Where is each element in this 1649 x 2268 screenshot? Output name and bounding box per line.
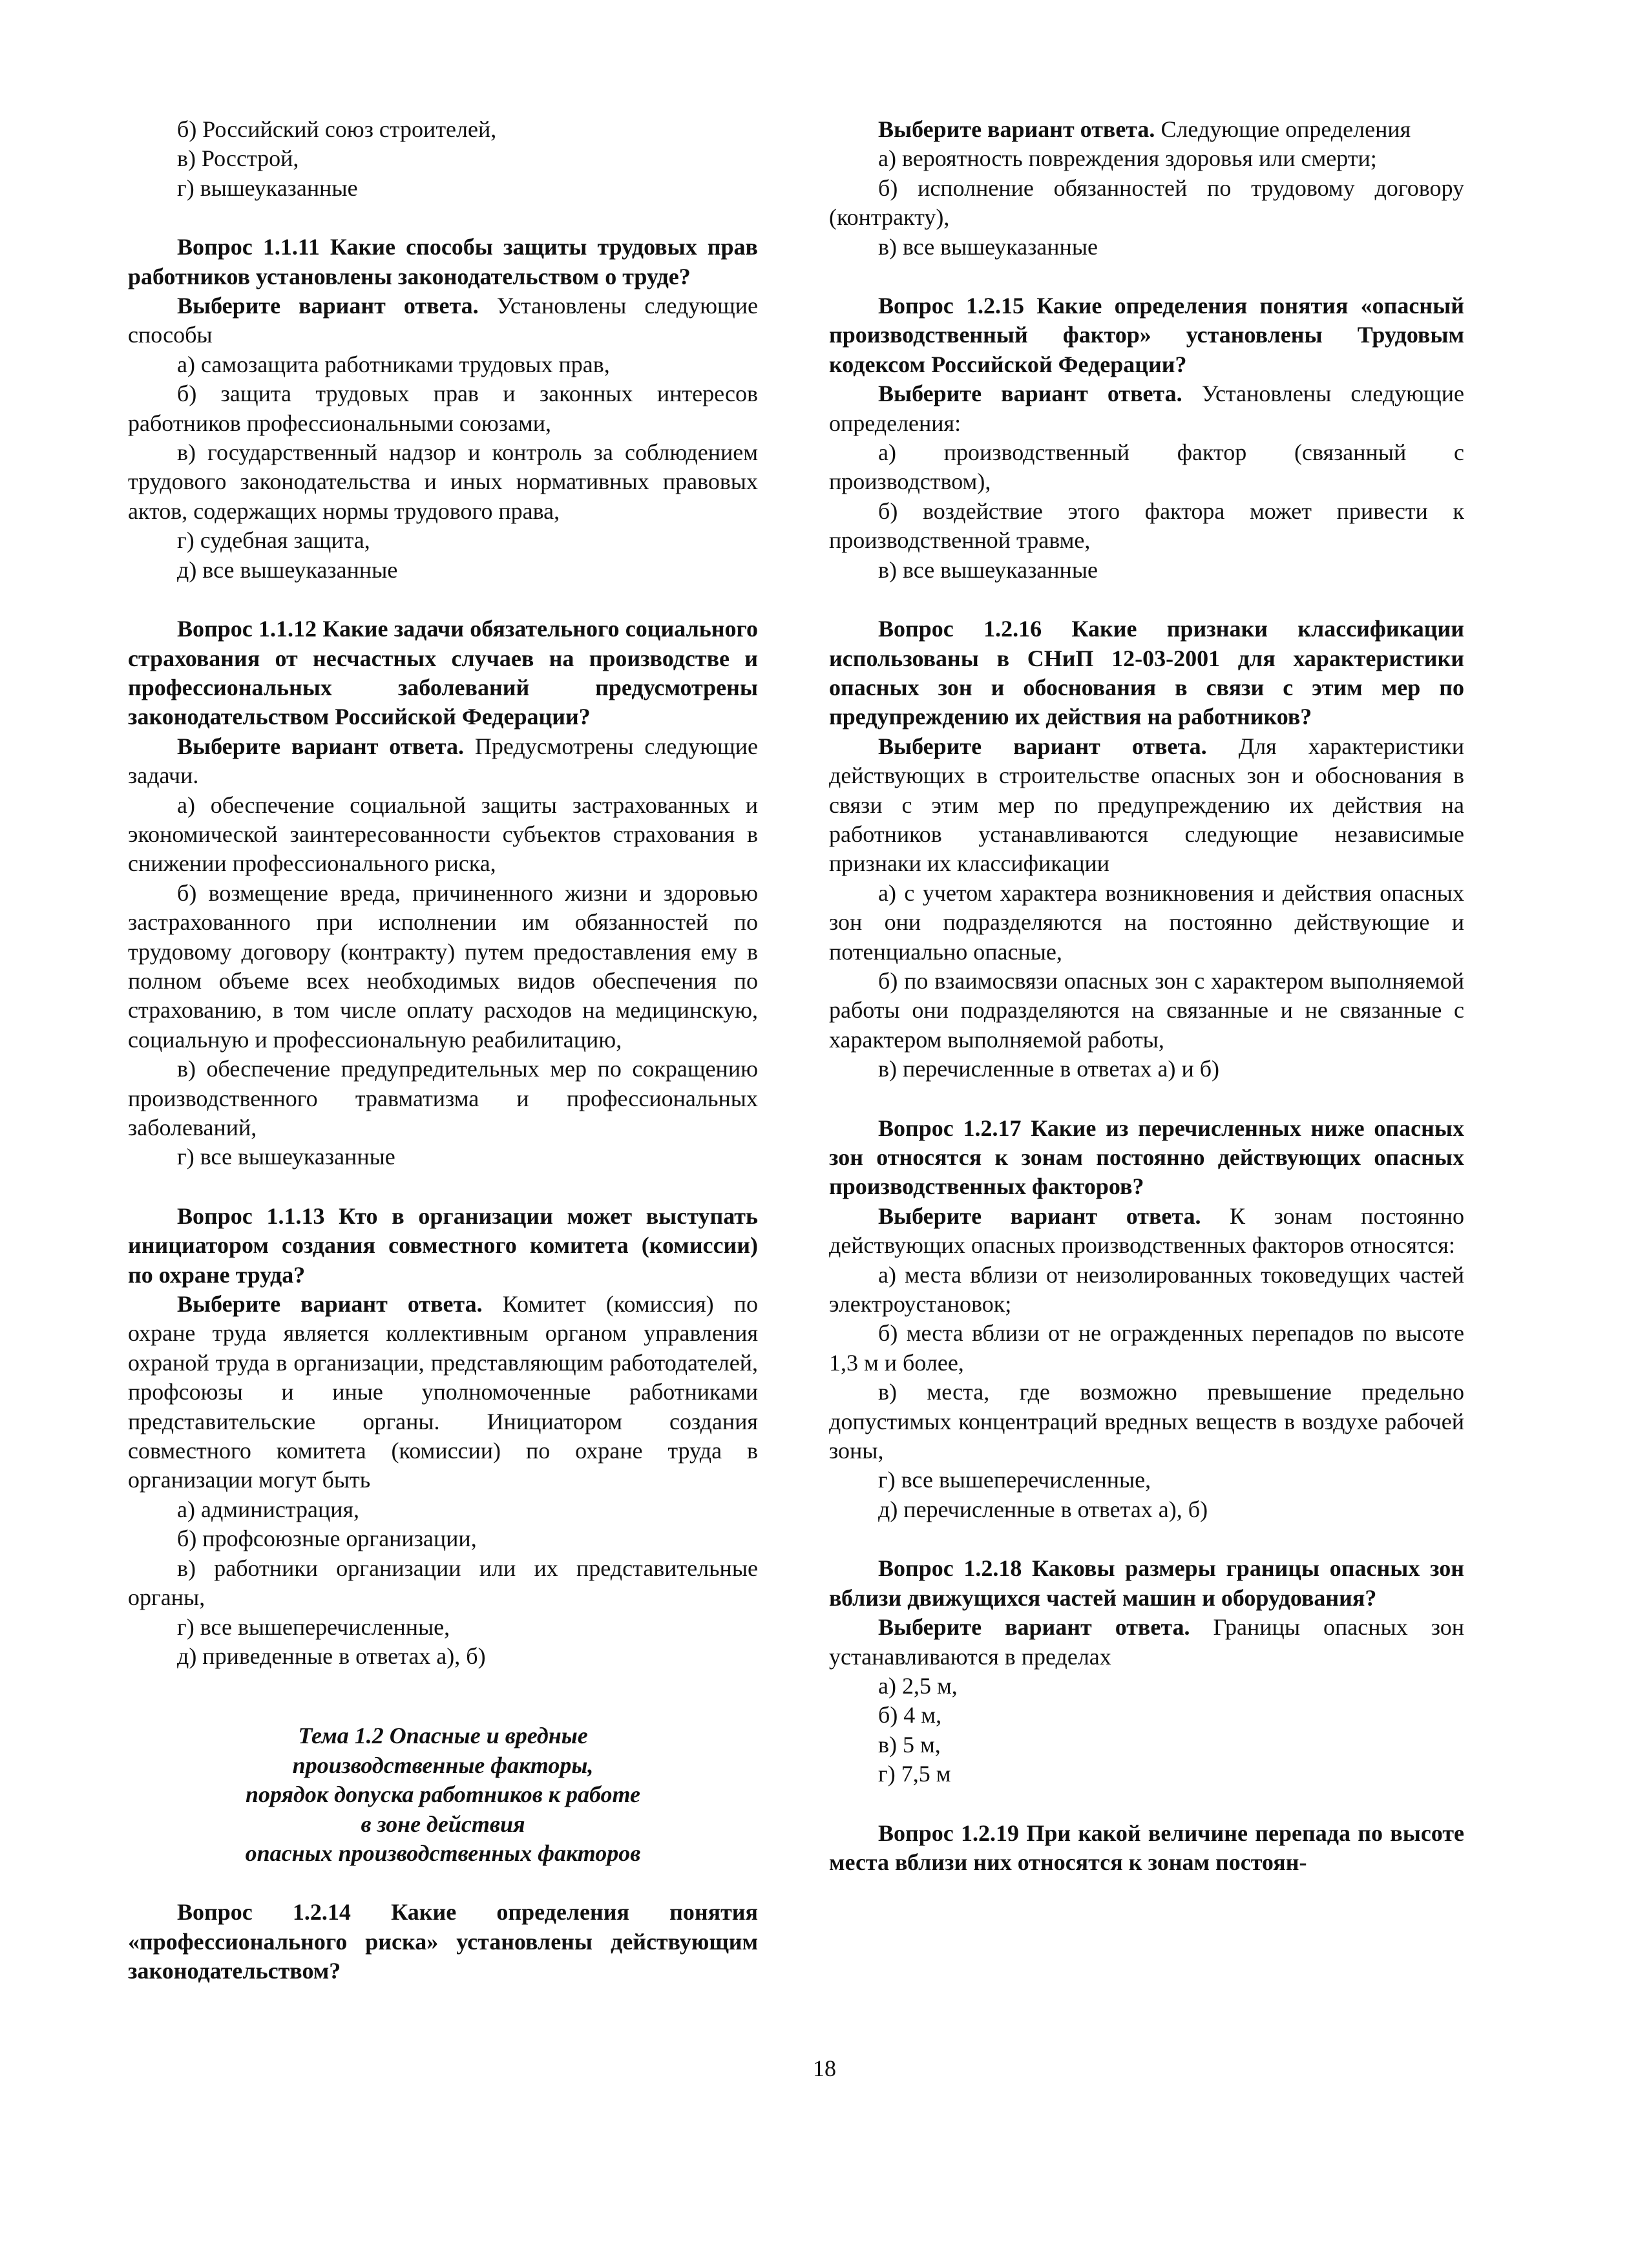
answer-option: а) с учетом характера возникновения и действия опасных зон они подразделяются на постоянно действующие и потенциально опасные, bbox=[829, 879, 1464, 965]
answer-option: а) администрация, bbox=[177, 1496, 360, 1522]
question-heading: Вопрос 1.2.15 Какие определения понятия «опасный производственный фактор» установлены Трудовым кодексом Российской Федерации? bbox=[829, 293, 1464, 377]
answer-intro-text: Границы опасных зон устанавливаются в пределах bbox=[829, 1614, 1464, 1670]
answer-option: в) перечисленные в ответах а) и б) bbox=[878, 1056, 1220, 1082]
answer-option: а) вероятность повреждения здоровья или смерти; bbox=[878, 145, 1377, 172]
answer-option: г) все вышеуказанные bbox=[177, 1144, 395, 1170]
answer-option: б) возмещение вреда, причиненного жизни и здоровью застрахованного при исполнении им обязанностей по трудовому договору (контракту) путем предоставления ему в полном объеме всех необходимых видов обеспечения по страхованию, в том числе оплату расходов на медицинскую, социальную и профессиональную реабилитацию, bbox=[128, 879, 758, 1053]
answer-option: д) перечисленные в ответах а), б) bbox=[878, 1496, 1208, 1522]
answer-intro bbox=[829, 115, 1464, 144]
answer-option: б) по взаимосвязи опасных зон с характером выполняемой работы они подразделяются на связанные и не связанные с характером выполняемой работы, bbox=[829, 967, 1464, 1053]
answer-option: а) производственный фактор (связанный с производством), bbox=[829, 439, 1464, 495]
answer-lead: Выберите вариант ответа. bbox=[177, 293, 479, 319]
answer-intro bbox=[128, 732, 758, 791]
answer-option: б) воздействие этого фактора может привести к производственной травме, bbox=[829, 498, 1464, 554]
answer-option: д) все вышеуказанные bbox=[177, 556, 398, 583]
question-heading: Вопрос 1.2.19 При какой величине перепада по высоте места вблизи них относятся к зонам постоян- bbox=[829, 1820, 1464, 1875]
answer-lead: Выберите вариант ответа. bbox=[177, 733, 465, 759]
answer-option: б) Российский союз строителей, bbox=[177, 116, 497, 142]
answer-intro-text: Установлены следующие определения: bbox=[829, 381, 1464, 436]
answer-intro bbox=[128, 291, 758, 350]
answer-intro-text: Следующие определения bbox=[1155, 116, 1411, 142]
page-number: 18 bbox=[813, 2055, 836, 2081]
answer-option: а) самозащита работниками трудовых прав, bbox=[177, 351, 610, 377]
topic-heading-line: Тема 1.2 Опасные и вредные bbox=[298, 1723, 588, 1749]
answer-option: б) места вблизи от не огражденных перепадов по высоте 1,3 м и более, bbox=[829, 1320, 1464, 1376]
answer-intro bbox=[829, 1202, 1464, 1261]
question-heading: Вопрос 1.1.13 Кто в организации может выступать инициатором создания совместного комитета (комиссии) по охране труда? bbox=[128, 1202, 758, 1288]
question-heading: Вопрос 1.1.11 Какие способы защиты трудовых прав работников установлены законодательством о труде? bbox=[128, 234, 758, 289]
answer-option: в) обеспечение предупредительных мер по сокращению производственного травматизма и профессиональных заболеваний, bbox=[128, 1056, 758, 1140]
topic-heading-line: опасных производственных факторов bbox=[245, 1840, 641, 1866]
answer-option: г) судебная защита, bbox=[177, 527, 370, 554]
answer-intro bbox=[829, 732, 1464, 879]
answer-intro-text: Установлены следующие способы bbox=[128, 293, 758, 348]
question-heading: Вопрос 1.2.16 Какие признаки классификации использованы в СНиП 12-03-2001 для характеристики опасных зон и обоснования в связи с этим мер по предупреждению их действия на работников? bbox=[829, 616, 1464, 730]
topic-heading-line: порядок допуска работников к работе bbox=[245, 1781, 641, 1808]
answer-lead: Выберите вариант ответа. bbox=[878, 116, 1155, 142]
right-column bbox=[829, 115, 1464, 1877]
answer-option: а) места вблизи от неизолированных токоведущих частей электроустановок; bbox=[829, 1261, 1464, 1318]
answer-option: в) работники организации или их представительные органы, bbox=[128, 1555, 758, 1611]
answer-option: б) профсоюзные организации, bbox=[177, 1526, 477, 1552]
answer-option: а) обеспечение социальной защиты застрахованных и экономической заинтересованности субъектов страхования в снижении профессионального риска, bbox=[128, 792, 758, 877]
question-heading: Вопрос 1.1.12 Какие задачи обязательного социального страхования от несчастных случаев на производстве и профессиональных заболеваний предусмотрены законодательством Российской Федерации? bbox=[128, 616, 758, 730]
answer-intro-text: К зонам постоянно действующих опасных производственных факторов относятся: bbox=[829, 1202, 1464, 1259]
answer-option: в) все вышеуказанные bbox=[878, 556, 1098, 583]
question-heading: Вопрос 1.2.17 Какие из перечисленных ниже опасных зон относятся к зонам постоянно действующих опасных производственных факторов? bbox=[829, 1115, 1464, 1200]
answer-option: в) государственный надзор и контроль за соблюдением трудового законодательства и иных нормативных правовых актов, содержащих нормы трудового права, bbox=[128, 439, 758, 524]
topic-heading-line: производственные факторы, bbox=[292, 1752, 594, 1778]
answer-lead: Выберите вариант ответа. bbox=[878, 381, 1182, 407]
answer-option: г) вышеуказанные bbox=[177, 174, 358, 201]
answer-option: б) защита трудовых прав и законных интересов работников профессиональными союзами, bbox=[128, 381, 758, 436]
question-heading: Вопрос 1.2.18 Каковы размеры границы опасных зон вблизи движущихся частей машин и оборудования? bbox=[829, 1555, 1464, 1611]
answer-lead: Выберите вариант ответа. bbox=[878, 733, 1207, 759]
topic-heading bbox=[128, 1721, 758, 1868]
answer-intro bbox=[128, 1290, 758, 1495]
answer-intro-text: Предусмотрены следующие задачи. bbox=[128, 733, 758, 789]
answer-intro-text: Комитет (комиссия) по охране труда является коллективным органом управления охраной труда в организации, представляющим работодателей, профсоюзы и иные уполномоченные работниками представительские органы. Инициатором создания совместного комитета (комиссии) по охране труда в организации могут быть bbox=[128, 1291, 759, 1493]
answer-lead: Выберите вариант ответа. bbox=[878, 1614, 1190, 1641]
answer-lead: Выберите вариант ответа. bbox=[177, 1291, 483, 1318]
answer-option: г) все вышеперечисленные, bbox=[878, 1467, 1151, 1493]
answer-option: б) исполнение обязанностей по трудовому договору (контракту), bbox=[829, 174, 1464, 231]
answer-option: в) 5 м, bbox=[878, 1731, 941, 1758]
answer-intro-text: Для характеристики действующих в строительстве опасных зон и обоснования в связи с этим мер по предупреждению их действия на работников устанавливаются следующие независимые признаки их классификации bbox=[829, 733, 1464, 877]
answer-intro bbox=[829, 379, 1464, 438]
left-column bbox=[128, 115, 758, 1986]
question-heading: Вопрос 1.2.14 Какие определения понятия «профессионального риска» установлены действующим законодательством? bbox=[128, 1899, 758, 1984]
answer-option: а) 2,5 м, bbox=[878, 1672, 958, 1699]
answer-option: г) все вышеперечисленные, bbox=[177, 1613, 450, 1640]
answer-option: в) места, где возможно превышение предельно допустимых концентраций вредных веществ в воздухе рабочей зоны, bbox=[829, 1379, 1464, 1464]
answer-option: в) Росстрой, bbox=[177, 145, 299, 172]
answer-lead: Выберите вариант ответа. bbox=[878, 1202, 1201, 1229]
answer-option: д) приведенные в ответах а), б) bbox=[177, 1643, 486, 1669]
answer-option: г) 7,5 м bbox=[878, 1761, 951, 1787]
topic-heading-line: в зоне действия bbox=[361, 1811, 525, 1837]
answer-option: в) все вышеуказанные bbox=[878, 233, 1098, 260]
answer-option: б) 4 м, bbox=[878, 1702, 942, 1728]
answer-intro bbox=[829, 1613, 1464, 1672]
